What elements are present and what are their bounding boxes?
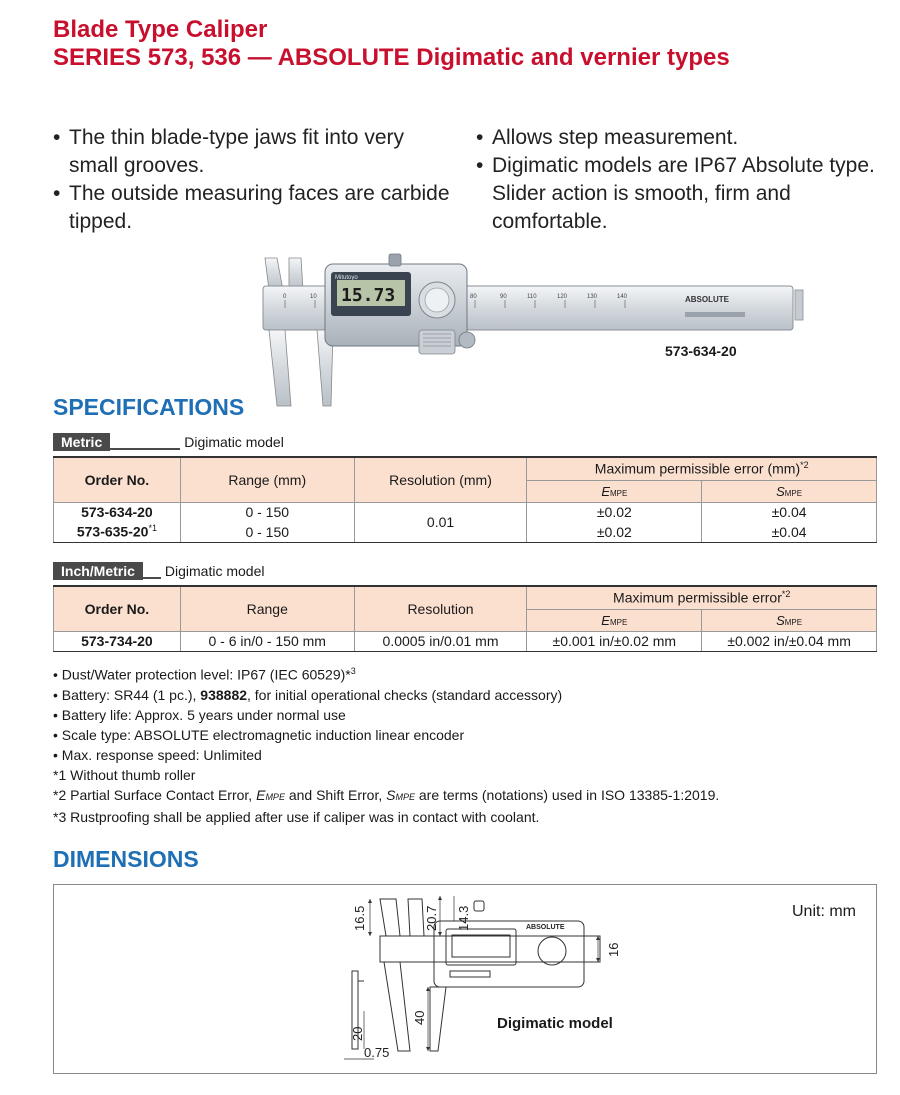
smpe-letter: S <box>776 484 785 499</box>
metric-tag-rule <box>110 448 180 450</box>
product-model-tag: 573-634-20 <box>665 343 737 359</box>
metric-spec-table <box>53 456 877 543</box>
dim-16: 16 <box>606 942 621 957</box>
dim-40: 40 <box>412 1010 427 1025</box>
note-item <box>53 785 719 807</box>
smpe-sub: MPE <box>784 618 803 627</box>
note-item: *1 Without thumb roller <box>53 766 196 783</box>
col-header-error-note: *2 <box>781 589 791 600</box>
page-title <box>53 16 730 72</box>
inch-label: Digimatic model <box>164 563 265 579</box>
table-row <box>54 502 877 522</box>
note-item: • Scale type: ABSOLUTE electromagnetic induction linear encoder <box>53 726 465 743</box>
svg-text:130: 130 <box>587 294 598 300</box>
resolution-cell: 0.01 <box>354 502 527 542</box>
empe-letter: E <box>601 484 610 499</box>
col-header-smpe <box>702 609 877 631</box>
smpe-cell: ±0.002 in/±0.04 mm <box>702 631 877 651</box>
note-item <box>53 685 719 705</box>
inch-tag: Inch/Metric <box>53 562 143 580</box>
note-text: are terms (notations) used in ISO 13385-1:2019. <box>414 786 720 803</box>
note-text: *2 Partial Surface Contact Error, <box>53 786 257 803</box>
dim-16-5: 16.5 <box>352 905 367 931</box>
note-text: S <box>386 786 396 803</box>
note-text: • Battery: SR44 (1 pc.), <box>53 686 201 703</box>
smpe-sub: MPE <box>784 489 803 498</box>
unit-label: Unit: mm <box>792 903 856 920</box>
dimension-drawing <box>334 891 634 1069</box>
col-header-resolution: Resolution <box>354 586 527 631</box>
note-sup: 3 <box>350 666 356 676</box>
note-text: E <box>256 786 266 803</box>
dim-0-75: 0.75 <box>364 1045 390 1060</box>
note-text: • Dust/Water protection level: IP67 (IEC 60529)* <box>53 666 351 683</box>
col-header-order: Order No. <box>54 586 181 631</box>
dimension-model-label: Digimatic model <box>497 1015 613 1032</box>
specifications-heading: SPECIFICATIONS <box>53 394 245 420</box>
feature-item: • Digimatic models are IP67 Absolute type. Slider action is smooth, firm and comfortable. <box>476 152 876 236</box>
svg-text:90: 90 <box>500 294 507 300</box>
order-number: 573-635-20 <box>76 524 149 541</box>
note-item: *3 Rustproofing shall be applied after use if caliper was in contact with coolant. <box>53 808 540 825</box>
feature-item: • The thin blade-type jaws fit into very small grooves. <box>53 124 453 180</box>
note-item: • Battery life: Approx. 5 years under normal use <box>53 706 346 723</box>
empe-sub: MPE <box>609 618 628 627</box>
dim-20-7: 20.7 <box>424 905 439 931</box>
battery-part-number: 938882 <box>200 686 248 703</box>
svg-text:10: 10 <box>310 294 317 300</box>
feature-item: • The outside measuring faces are carbide tipped. <box>53 180 453 236</box>
feature-list-right <box>476 124 876 236</box>
dimension-arrow-icon <box>368 896 600 1051</box>
order-number: 573-734-20 <box>54 631 181 651</box>
note-sub: MPE <box>265 791 285 802</box>
dim-20: 20 <box>350 1026 365 1041</box>
caliper-brand: Mitutoyo <box>335 275 358 281</box>
empe-sub: MPE <box>609 489 628 498</box>
resolution-cell: 0.0005 in/0.01 mm <box>354 631 527 651</box>
col-header-error-text: Maximum permissible error (mm) <box>594 461 801 478</box>
col-header-empe <box>527 480 702 502</box>
range-cell: 0 - 6 in/0 - 150 mm <box>180 631 354 651</box>
col-header-error-note: *2 <box>800 460 809 471</box>
smpe-cell: ±0.04 <box>702 502 877 522</box>
col-header-empe <box>527 609 702 631</box>
svg-text:80: 80 <box>470 294 477 300</box>
order-number: 573-634-20 <box>54 502 181 522</box>
caliper-display-value: 15.73 <box>341 285 396 306</box>
caliper-illustration <box>255 248 815 413</box>
title-line-1: Blade Type Caliper <box>53 16 268 43</box>
svg-text:140: 140 <box>617 294 628 300</box>
empe-cell: ±0.02 <box>527 522 702 542</box>
feature-item: • Allows step measurement. <box>476 124 876 152</box>
range-cell: 0 - 150 <box>180 522 354 542</box>
inch-spec-table <box>53 585 877 652</box>
col-header-error <box>527 457 877 480</box>
note-item <box>53 661 719 685</box>
empe-cell: ±0.001 in/±0.02 mm <box>527 631 702 651</box>
range-cell: 0 - 150 <box>180 502 354 522</box>
dimensions-heading: DIMENSIONS <box>53 846 199 872</box>
feature-list-left <box>53 124 453 236</box>
caliper-logo: ABSOLUTE <box>685 295 729 304</box>
svg-text:120: 120 <box>557 294 568 300</box>
order-number-cell <box>54 522 181 542</box>
col-header-order: Order No. <box>54 457 181 502</box>
note-text: and Shift Error, <box>284 786 387 803</box>
smpe-cell: ±0.04 <box>702 522 877 542</box>
inch-subheader <box>53 562 265 580</box>
empe-letter: E <box>601 613 610 628</box>
smpe-letter: S <box>776 613 785 628</box>
metric-label: Digimatic model <box>184 434 284 450</box>
col-header-error <box>527 586 877 609</box>
spec-notes <box>53 661 719 827</box>
col-header-smpe <box>702 480 877 502</box>
svg-text:110: 110 <box>527 294 537 300</box>
note-item: • Max. response speed: Unlimited <box>53 746 262 763</box>
col-header-range: Range (mm) <box>180 457 354 502</box>
col-header-range: Range <box>180 586 354 631</box>
dimension-logo: ABSOLUTE <box>526 924 565 931</box>
note-text: , for initial operational checks (standard accessory) <box>247 686 563 703</box>
inch-tag-rule <box>143 577 161 579</box>
dim-14-3: 14.3 <box>456 905 471 931</box>
title-line-2: SERIES 573, 536 — ABSOLUTE Digimatic and vernier types <box>53 44 730 71</box>
col-header-error-text: Maximum permissible error <box>613 590 782 607</box>
metric-subheader <box>53 433 284 451</box>
empe-cell: ±0.02 <box>527 502 702 522</box>
dimensions-box <box>53 884 877 1074</box>
order-note: *1 <box>148 523 157 534</box>
col-header-resolution: Resolution (mm) <box>354 457 527 502</box>
note-sub: MPE <box>395 791 415 802</box>
svg-text:0: 0 <box>283 294 287 300</box>
metric-tag: Metric <box>53 433 110 451</box>
table-row <box>54 631 877 651</box>
